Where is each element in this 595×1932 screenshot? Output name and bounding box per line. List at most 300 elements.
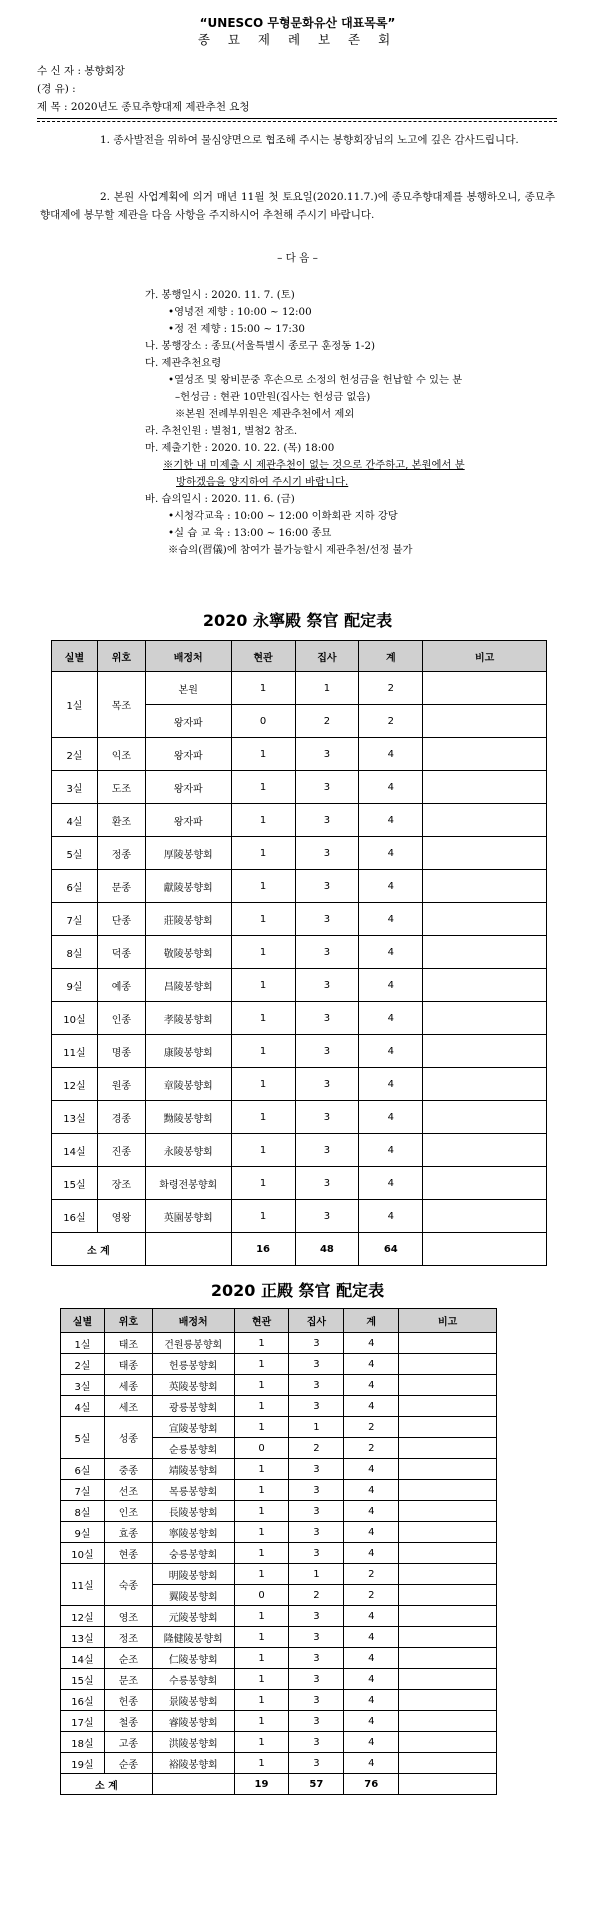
total-cell: 2: [344, 1564, 399, 1585]
room-cell: 18실: [61, 1732, 105, 1753]
table-row: [61, 1627, 497, 1648]
room-cell: 11실: [61, 1564, 105, 1606]
subtotal-value: 16: [231, 1233, 295, 1266]
assign-cell: 黝陵봉향회: [145, 1101, 231, 1134]
table-row: [61, 1396, 497, 1417]
subtotal-row: [52, 1233, 547, 1266]
jipsa-cell: 3: [289, 1732, 344, 1753]
note-cell: [399, 1648, 497, 1669]
hyeongwan-cell: 1: [234, 1417, 289, 1438]
subtotal-row: [61, 1774, 497, 1795]
hyeongwan-cell: 1: [231, 1035, 295, 1068]
jipsa-cell: 3: [295, 804, 359, 837]
note-cell: [423, 1167, 547, 1200]
note-cell: [423, 1002, 547, 1035]
column-header: 집사: [289, 1309, 344, 1333]
title-cell: 숙종: [104, 1564, 152, 1606]
jipsa-cell: 3: [289, 1690, 344, 1711]
jipsa-cell: 3: [289, 1606, 344, 1627]
jipsa-cell: 3: [289, 1501, 344, 1522]
total-cell: 4: [359, 837, 423, 870]
title-cell: 선조: [104, 1480, 152, 1501]
assign-cell: 건원릉봉향회: [152, 1333, 234, 1354]
table-row: [52, 903, 547, 936]
meta-subject: [37, 98, 250, 116]
title-cell: 단종: [97, 903, 145, 936]
item-ba-2: •실 습 교 육 : 13:00 ~ 16:00 종묘: [168, 527, 332, 539]
jipsa-cell: 3: [289, 1480, 344, 1501]
title-cell: 정조: [104, 1627, 152, 1648]
subtotal-label: 소 계: [61, 1774, 153, 1795]
total-cell: 4: [359, 1101, 423, 1134]
note-cell: [423, 804, 547, 837]
jipsa-cell: 3: [295, 1134, 359, 1167]
total-cell: 4: [359, 1167, 423, 1200]
note-cell: [423, 837, 547, 870]
jipsa-cell: 1: [289, 1417, 344, 1438]
table-row: [61, 1354, 497, 1375]
total-cell: 4: [359, 804, 423, 837]
note-cell: [399, 1585, 497, 1606]
assign-cell: 敬陵봉향회: [145, 936, 231, 969]
room-cell: 14실: [61, 1648, 105, 1669]
note-cell: [423, 969, 547, 1002]
hyeongwan-cell: 1: [231, 1068, 295, 1101]
header-org: “UNESCO 무형문화유산 대표목록”: [199, 16, 396, 30]
note-cell: [399, 1375, 497, 1396]
table-row: [52, 1068, 547, 1101]
title-cell: 중종: [104, 1459, 152, 1480]
jipsa-cell: 3: [295, 1200, 359, 1233]
column-header: 현관: [231, 641, 295, 672]
total-cell: 4: [344, 1543, 399, 1564]
hyeongwan-cell: 1: [231, 837, 295, 870]
total-cell: 4: [344, 1354, 399, 1375]
room-cell: 12실: [52, 1068, 98, 1101]
column-header: 실별: [61, 1309, 105, 1333]
note-cell: [423, 1200, 547, 1233]
assign-cell: 헌릉봉향회: [152, 1354, 234, 1375]
total-cell: 4: [344, 1711, 399, 1732]
item-ga-1: •영녕전 제향 : 10:00 ~ 12:00: [168, 306, 312, 318]
hyeongwan-cell: 1: [234, 1732, 289, 1753]
hyeongwan-cell: 1: [231, 870, 295, 903]
table-row: [52, 837, 547, 870]
room-cell: 2실: [61, 1354, 105, 1375]
jipsa-cell: 3: [289, 1543, 344, 1564]
meta-recipient-value: 봉향회장: [84, 65, 125, 77]
table-row: [61, 1648, 497, 1669]
note-cell: [399, 1417, 497, 1438]
jipsa-cell: 3: [289, 1375, 344, 1396]
hyeongwan-cell: 1: [234, 1522, 289, 1543]
room-cell: 1실: [61, 1333, 105, 1354]
title-cell: 효종: [104, 1522, 152, 1543]
assign-cell: 景陵봉향회: [152, 1690, 234, 1711]
jipsa-cell: 1: [289, 1564, 344, 1585]
assign-cell: 孝陵봉향회: [145, 1002, 231, 1035]
subtotal-value: 76: [344, 1774, 399, 1795]
note-cell: [399, 1522, 497, 1543]
jipsa-cell: 3: [295, 1002, 359, 1035]
table-row: [61, 1753, 497, 1774]
total-cell: 4: [359, 1002, 423, 1035]
note-cell: [423, 1068, 547, 1101]
jipsa-cell: 3: [295, 969, 359, 1002]
title-cell: 예종: [97, 969, 145, 1002]
assign-cell: 厚陵봉향회: [145, 837, 231, 870]
room-cell: 3실: [52, 771, 98, 804]
total-cell: 4: [359, 1200, 423, 1233]
column-header: 계: [344, 1309, 399, 1333]
room-cell: 13실: [61, 1627, 105, 1648]
jipsa-cell: 3: [295, 1035, 359, 1068]
total-cell: 2: [344, 1438, 399, 1459]
room-cell: 15실: [61, 1669, 105, 1690]
title-cell: 태조: [104, 1333, 152, 1354]
table1: [51, 640, 547, 1266]
item-ga-2: •정 전 제향 : 15:00 ~ 17:30: [168, 323, 305, 335]
note-cell: [399, 1480, 497, 1501]
column-header: 비고: [399, 1309, 497, 1333]
item-ba-3: ※습의(習儀)에 참여가 불가능할시 제관추천/선정 불가: [168, 544, 413, 556]
title-cell: 헌종: [104, 1690, 152, 1711]
title-cell: 목조: [97, 672, 145, 738]
hyeongwan-cell: 1: [234, 1480, 289, 1501]
column-header: 실별: [52, 641, 98, 672]
note-cell: [423, 1101, 547, 1134]
hyeongwan-cell: 1: [231, 738, 295, 771]
hyeongwan-cell: 1: [234, 1501, 289, 1522]
jipsa-cell: 3: [295, 738, 359, 771]
table1-header-row: [52, 641, 547, 672]
hyeongwan-cell: 1: [231, 1200, 295, 1233]
assign-cell: 獻陵봉향회: [145, 870, 231, 903]
table-row: [52, 771, 547, 804]
assign-cell: 昌陵봉향회: [145, 969, 231, 1002]
assign-cell: 洪陵봉향회: [152, 1732, 234, 1753]
assign-cell: 왕자파: [145, 804, 231, 837]
table-row: [61, 1522, 497, 1543]
item-da-2: –헌성금 : 현관 10만원(집사는 헌성금 없음): [175, 391, 371, 403]
item-ma-1: ※기한 내 미제출 시 제관추천이 없는 것으로 간주하고, 본원에서 분: [163, 459, 465, 471]
hyeongwan-cell: 1: [234, 1333, 289, 1354]
title-cell: 환조: [97, 804, 145, 837]
table-row: [61, 1459, 497, 1480]
assign-cell: 章陵봉향회: [145, 1068, 231, 1101]
title-cell: 익조: [97, 738, 145, 771]
item-ma-2: 방하겠음을 양지하여 주시기 바랍니다.: [176, 476, 349, 488]
room-cell: 16실: [61, 1690, 105, 1711]
hyeongwan-cell: 0: [234, 1438, 289, 1459]
note-cell: [399, 1396, 497, 1417]
total-cell: 4: [359, 870, 423, 903]
table-row: [61, 1333, 497, 1354]
assign-cell: 화령전봉향회: [145, 1167, 231, 1200]
title-cell: 도조: [97, 771, 145, 804]
table-row: [61, 1606, 497, 1627]
title-cell: 현종: [104, 1543, 152, 1564]
jipsa-cell: 3: [289, 1354, 344, 1375]
hyeongwan-cell: 1: [231, 903, 295, 936]
assign-cell: 왕자파: [145, 771, 231, 804]
assign-cell: 宣陵봉향회: [152, 1417, 234, 1438]
hyeongwan-cell: 1: [234, 1753, 289, 1774]
column-header: 배정처: [152, 1309, 234, 1333]
table-row: [61, 1564, 497, 1585]
table-row: [61, 1669, 497, 1690]
total-cell: 2: [344, 1585, 399, 1606]
total-cell: 4: [344, 1375, 399, 1396]
note-cell: [399, 1564, 497, 1585]
note-cell: [423, 705, 547, 738]
total-cell: 4: [344, 1522, 399, 1543]
hyeongwan-cell: 1: [231, 672, 295, 705]
jipsa-cell: 3: [289, 1711, 344, 1732]
assign-cell: 순릉봉향회: [152, 1438, 234, 1459]
note-cell: [399, 1438, 497, 1459]
table-row: [61, 1501, 497, 1522]
room-cell: 3실: [61, 1375, 105, 1396]
note-cell: [423, 672, 547, 705]
hyeongwan-cell: 1: [234, 1564, 289, 1585]
jipsa-cell: 3: [289, 1459, 344, 1480]
note-cell: [399, 1711, 497, 1732]
assign-cell: 長陵봉향회: [152, 1501, 234, 1522]
note-cell: [423, 771, 547, 804]
total-cell: 4: [359, 903, 423, 936]
table-row: [52, 1002, 547, 1035]
room-cell: 5실: [61, 1417, 105, 1459]
title-cell: 경종: [97, 1101, 145, 1134]
total-cell: 4: [359, 771, 423, 804]
table-row: [61, 1711, 497, 1732]
room-cell: 8실: [61, 1501, 105, 1522]
title-cell: 순종: [104, 1753, 152, 1774]
total-cell: 4: [344, 1396, 399, 1417]
assign-cell: 裕陵봉향회: [152, 1753, 234, 1774]
column-header: 현관: [234, 1309, 289, 1333]
title-cell: 철종: [104, 1711, 152, 1732]
note-cell: [399, 1606, 497, 1627]
title-cell: 문종: [97, 870, 145, 903]
hyeongwan-cell: 1: [234, 1648, 289, 1669]
paragraph-2: 2. 본원 사업계획에 의거 매년 11월 첫 토요일(2020.11.7.)에 종묘추향대제를 봉행하오니, 종묘추향대제에 봉무할 제관을 다음 사항을 주지하시어 추천해 주시기 바랍니다.: [40, 191, 555, 221]
hyeongwan-cell: 0: [231, 705, 295, 738]
jipsa-cell: 3: [289, 1669, 344, 1690]
title-cell: 인조: [104, 1501, 152, 1522]
title-cell: 순조: [104, 1648, 152, 1669]
total-cell: 4: [344, 1753, 399, 1774]
column-header: 집사: [295, 641, 359, 672]
title-cell: 인종: [97, 1002, 145, 1035]
total-cell: 4: [344, 1501, 399, 1522]
total-cell: 4: [359, 1068, 423, 1101]
table-row: [61, 1480, 497, 1501]
table-row: [52, 1101, 547, 1134]
room-cell: 2실: [52, 738, 98, 771]
title-cell: 덕종: [97, 936, 145, 969]
table1-title: 2020 永寧殿 祭官 配定表: [202, 611, 393, 630]
jipsa-cell: 3: [289, 1396, 344, 1417]
hyeongwan-cell: 1: [231, 936, 295, 969]
total-cell: 2: [359, 705, 423, 738]
hyeongwan-cell: 1: [234, 1711, 289, 1732]
assign-cell: 明陵봉향회: [152, 1564, 234, 1585]
jipsa-cell: 3: [289, 1627, 344, 1648]
hyeongwan-cell: 1: [231, 969, 295, 1002]
title-cell: 태종: [104, 1354, 152, 1375]
total-cell: 4: [344, 1333, 399, 1354]
table-row: [61, 1690, 497, 1711]
room-cell: 17실: [61, 1711, 105, 1732]
column-header: 위호: [97, 641, 145, 672]
subtotal-value: 48: [295, 1233, 359, 1266]
note-cell: [399, 1333, 497, 1354]
assign-cell: 본원: [145, 672, 231, 705]
note-cell: [399, 1459, 497, 1480]
room-cell: 9실: [61, 1522, 105, 1543]
assign-cell: 英陵봉향회: [152, 1375, 234, 1396]
table-row: [52, 969, 547, 1002]
note-cell: [399, 1501, 497, 1522]
assign-cell: 莊陵봉향회: [145, 903, 231, 936]
total-cell: 4: [344, 1669, 399, 1690]
jipsa-cell: 3: [295, 771, 359, 804]
room-cell: 4실: [61, 1396, 105, 1417]
item-ra: 라. 추천인원 : 별첨1, 별첨2 참조.: [145, 425, 298, 437]
jipsa-cell: 3: [289, 1333, 344, 1354]
meta-via: [37, 80, 76, 98]
hyeongwan-cell: 1: [234, 1606, 289, 1627]
note-cell: [423, 903, 547, 936]
room-cell: 10실: [61, 1543, 105, 1564]
item-ba-1: •시청각교육 : 10:00 ~ 12:00 이화회관 지하 강당: [168, 510, 398, 522]
table-row: [52, 1134, 547, 1167]
assign-cell: 숭릉봉향회: [152, 1543, 234, 1564]
jipsa-cell: 2: [289, 1585, 344, 1606]
subtotal-value: 57: [289, 1774, 344, 1795]
table-row: [61, 1375, 497, 1396]
assign-cell: 永陵봉향회: [145, 1134, 231, 1167]
table-row: [61, 1732, 497, 1753]
jipsa-cell: 2: [295, 705, 359, 738]
room-cell: 14실: [52, 1134, 98, 1167]
assign-cell: 靖陵봉향회: [152, 1459, 234, 1480]
assign-cell: 康陵봉향회: [145, 1035, 231, 1068]
total-cell: 4: [344, 1690, 399, 1711]
item-ba: 바. 습의일시 : 2020. 11. 6. (금): [145, 493, 295, 505]
total-cell: 4: [344, 1648, 399, 1669]
room-cell: 15실: [52, 1167, 98, 1200]
column-header: 비고: [423, 641, 547, 672]
assign-cell: 英園봉향회: [145, 1200, 231, 1233]
subtotal-note: [423, 1233, 547, 1266]
title-cell: 영조: [104, 1606, 152, 1627]
table-row: [52, 870, 547, 903]
room-cell: 5실: [52, 837, 98, 870]
total-cell: 4: [359, 1035, 423, 1068]
total-cell: 4: [359, 969, 423, 1002]
room-cell: 11실: [52, 1035, 98, 1068]
note-cell: [399, 1732, 497, 1753]
jipsa-cell: 3: [295, 1068, 359, 1101]
subtotal-empty: [145, 1233, 231, 1266]
room-cell: 19실: [61, 1753, 105, 1774]
item-ga: 가. 봉행일시 : 2020. 11. 7. (토): [145, 289, 295, 301]
jipsa-cell: 3: [295, 903, 359, 936]
hyeongwan-cell: 1: [231, 1167, 295, 1200]
jipsa-cell: 3: [295, 1101, 359, 1134]
room-cell: 9실: [52, 969, 98, 1002]
paragraph-1: 1. 종사발전을 위하여 물심양면으로 협조해 주시는 봉향회장님의 노고에 깊은 감사드립니다.: [100, 134, 519, 146]
room-cell: 12실: [61, 1606, 105, 1627]
note-cell: [399, 1543, 497, 1564]
subtotal-note: [399, 1774, 497, 1795]
table-row: [61, 1417, 497, 1438]
hyeongwan-cell: 1: [234, 1459, 289, 1480]
assign-cell: 광릉봉향회: [152, 1396, 234, 1417]
assign-cell: 翼陵봉향회: [152, 1585, 234, 1606]
item-da-3: ※본원 전례부위원은 제관추천에서 제외: [175, 408, 355, 420]
jipsa-cell: 3: [289, 1648, 344, 1669]
title-cell: 영왕: [97, 1200, 145, 1233]
total-cell: 2: [344, 1417, 399, 1438]
jipsa-cell: 3: [289, 1522, 344, 1543]
column-header: 배정처: [145, 641, 231, 672]
total-cell: 4: [344, 1627, 399, 1648]
room-cell: 16실: [52, 1200, 98, 1233]
header-rule: [37, 118, 557, 119]
column-header: 계: [359, 641, 423, 672]
room-cell: 6실: [52, 870, 98, 903]
note-cell: [423, 936, 547, 969]
header-rule-dashed: [37, 121, 557, 122]
total-cell: 4: [344, 1459, 399, 1480]
total-cell: 4: [344, 1480, 399, 1501]
item-na: 나. 봉행장소 : 종묘(서울특별시 종로구 훈정동 1-2): [145, 340, 376, 352]
table-row: [52, 738, 547, 771]
total-cell: 4: [359, 936, 423, 969]
hyeongwan-cell: 1: [231, 1101, 295, 1134]
item-da-1: •열성조 및 왕비문중 후손으로 소정의 헌성금을 헌납할 수 있는 분: [168, 374, 463, 386]
subtotal-empty: [152, 1774, 234, 1795]
assign-cell: 元陵봉향회: [152, 1606, 234, 1627]
title-cell: 정종: [97, 837, 145, 870]
table-row: [52, 1200, 547, 1233]
assign-cell: 왕자파: [145, 705, 231, 738]
table2: [60, 1308, 497, 1795]
item-da: 다. 제관추천요령: [145, 357, 222, 369]
note-cell: [399, 1690, 497, 1711]
assign-cell: 목릉봉향회: [152, 1480, 234, 1501]
meta-subject-value: 2020년도 종묘추향대제 제관추천 요청: [70, 101, 250, 113]
meta-recipient-key: 수 신 자 :: [37, 65, 85, 77]
jipsa-cell: 3: [295, 1167, 359, 1200]
title-cell: 고종: [104, 1732, 152, 1753]
assign-cell: 睿陵봉향회: [152, 1711, 234, 1732]
subtotal-value: 19: [234, 1774, 289, 1795]
assign-cell: 수릉봉향회: [152, 1669, 234, 1690]
room-cell: 7실: [52, 903, 98, 936]
hyeongwan-cell: 1: [231, 1134, 295, 1167]
room-cell: 10실: [52, 1002, 98, 1035]
title-cell: 원종: [97, 1068, 145, 1101]
jipsa-cell: 3: [295, 936, 359, 969]
note-cell: [423, 870, 547, 903]
assign-cell: 寧陵봉향회: [152, 1522, 234, 1543]
hyeongwan-cell: 1: [234, 1396, 289, 1417]
